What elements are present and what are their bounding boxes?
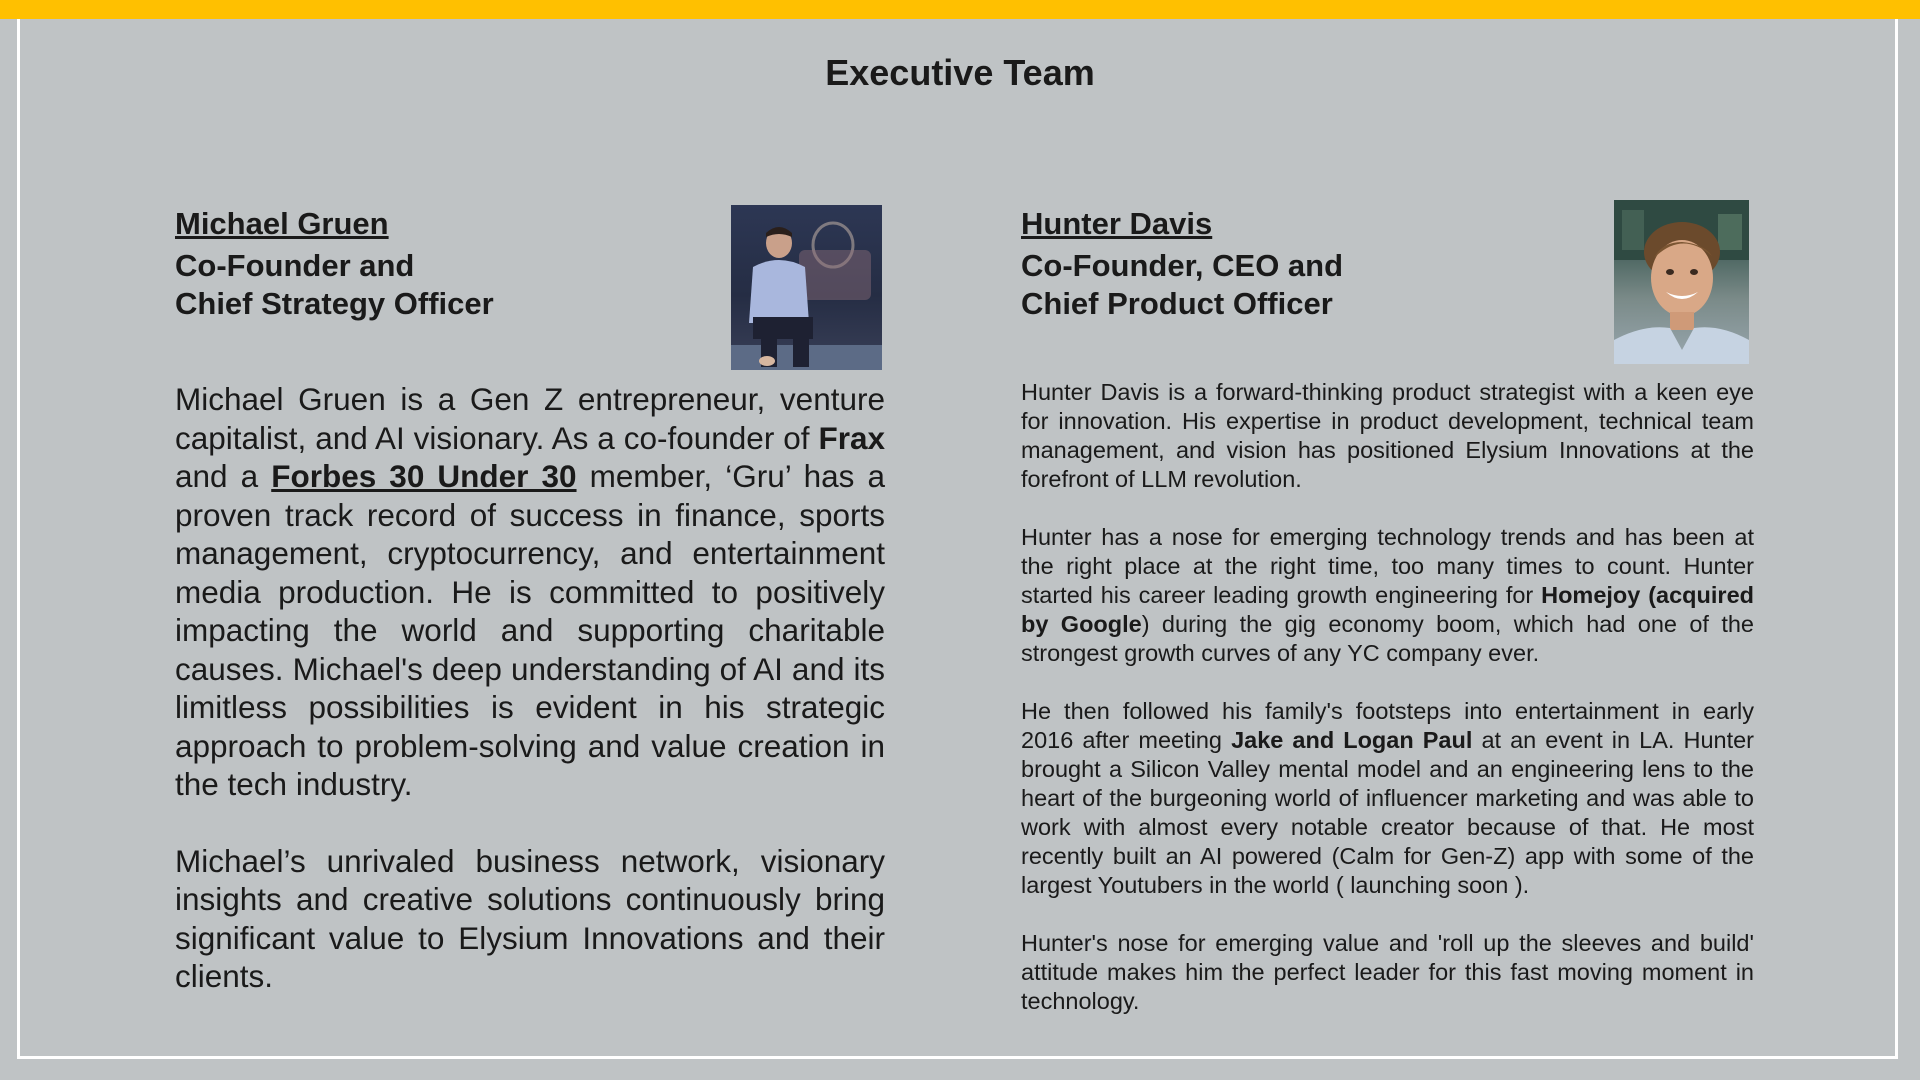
person-role [1021, 247, 1421, 323]
person-name[interactable]: Hunter Davis [1021, 206, 1213, 241]
partner-name-bold: Jake and Logan Paul [1231, 727, 1473, 753]
bio-text: member, ‘Gru’ has a proven track record of success in finance, sports management, cryptocurrency, and entertainment media production. He is committed to positively impacting the world and supporting charitable causes. Michael's deep understanding of AI and its limitless possibilities is evident in his strategic approach to problem-solving and value creation in the tech industry. [175, 458, 885, 802]
bio-text: and a [175, 458, 272, 494]
bio-text: Michael Gruen is a Gen Z entrepreneur, venture capitalist, and AI visionary. As a co-founder of [175, 381, 885, 456]
forbes-link[interactable]: Forbes 30 Under 30 [271, 458, 577, 494]
top-accent-bar [0, 0, 1920, 19]
company-name-bold: Homejoy (acquired by Google [1021, 582, 1754, 637]
bio-paragraph [175, 380, 885, 804]
role-line-1: Co-Founder, CEO and [1021, 248, 1344, 283]
person-bio [175, 380, 885, 996]
bio-paragraph [1021, 523, 1754, 668]
bio-paragraph: Michael’s unrivaled business network, visionary insights and creative solutions continuously bring significant value to Elysium Innovations and their clients. [175, 842, 885, 994]
person-photo [731, 205, 882, 370]
bio-text: Hunter has a nose for emerging technology trends and has been at the right place at the right time, too many times to count. Hunter started his career leading growth engineering for [1021, 524, 1754, 608]
person-name[interactable]: Michael Gruen [175, 206, 389, 241]
photo-illustration [1614, 200, 1749, 364]
bio-text: at an event in LA. Hunter brought a Silicon Valley mental model and an engineering lens to the heart of the burgeoning world of influencer marketing and was able to work with almost every notable creator because of that. He most recently built an AI powered (Calm for Gen-Z) app with some of the largest Youtubers in the world ( launching soon ). [1021, 727, 1755, 898]
bio-paragraph [1021, 697, 1754, 900]
person-photo [1614, 200, 1749, 364]
role-line-2: Chief Product Officer [1021, 286, 1333, 321]
photo-illustration [731, 205, 882, 370]
profile-hunter-davis [1021, 205, 1755, 1014]
bio-paragraph: Hunter's nose for emerging value and 'roll up the sleeves and build' attitude makes him the perfect leader for this fast moving moment in technology. [1021, 930, 1754, 1014]
company-name-bold: Frax [818, 419, 885, 456]
role-line-2: Chief Strategy Officer [175, 286, 494, 321]
person-bio [1021, 378, 1754, 1016]
bio-paragraph: Hunter Davis is a forward-thinking product strategist with a keen eye for innovation. His expertise in product development, technical team management, and vision has positioned Elysium Innovations at the forefront of LLM revolution. [1021, 379, 1754, 492]
page-title: Executive Team [825, 52, 1095, 93]
bio-text: ) during the gig economy boom, which had one of the strongest growth curves of any YC company ever. [1021, 611, 1754, 666]
profile-michael-gruen [175, 205, 885, 994]
bio-text: He then followed his family's footsteps into entertainment in early 2016 after meeting [1021, 698, 1754, 753]
role-line-1: Co-Founder and [175, 248, 415, 283]
person-role [175, 247, 575, 323]
